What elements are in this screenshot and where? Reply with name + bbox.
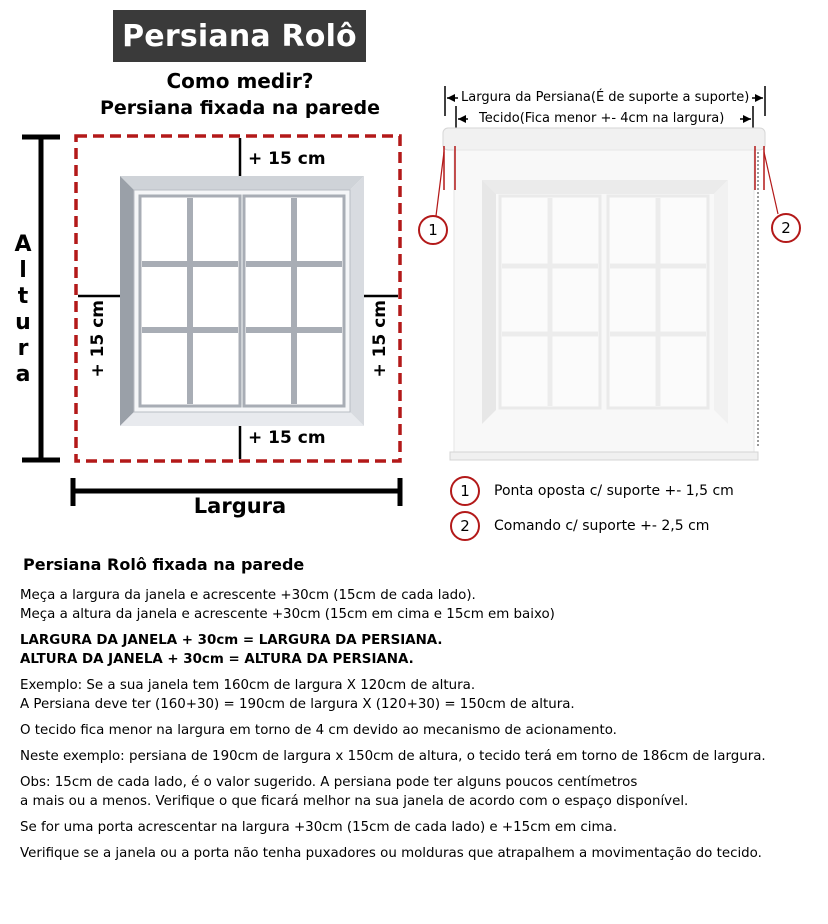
fabric-example-paragraph: Neste exemplo: persiana de 190cm de largura x 150cm de altura, o tecido terá em torno de 186cm de largura. (20, 749, 766, 764)
subtitle: Como medir? (166, 69, 314, 93)
left-margin-label: + 15 cm (88, 300, 108, 378)
subtitle-wall-mounted: Persiana fixada na parede (99, 97, 381, 119)
formula-paragraph: LARGURA DA JANELA + 30cm = LARGURA DA PERSIANA. ALTURA DA JANELA + 30cm = ALTURA DA PERSIANA. (20, 633, 443, 667)
legend-text-2: Comando c/ suporte +- 2,5 cm (494, 518, 710, 534)
legend-marker-1: 1 (450, 476, 480, 506)
obs-paragraph: Obs: 15cm de cada lado, é o valor sugerido. A persiana pode ter alguns poucos centímetros a mais ou a menos. Verifique o que ficará melhor na sua janela de acordo com o espaço disponível. (20, 775, 689, 809)
example-paragraph: Exemplo: Se a sua janela tem 160cm de largura X 120cm de altura. A Persiana deve ter (160+30) = 190cm de largura X (120+30) = 150cm de altura. (20, 678, 575, 712)
legend-text-1: Ponta oposta c/ suporte +- 1,5 cm (494, 483, 734, 499)
roller-tube (443, 128, 765, 150)
top-margin-label: + 15 cm (248, 149, 326, 169)
instruction-paragraph: Meça a largura da janela e acrescente +30cm (15cm de cada lado). Meça a altura da janela e acrescente +30cm (15cm em cima e 15cm em baixo) (20, 588, 555, 622)
callout-line-1 (436, 152, 444, 216)
instructions-title: Persiana Rolô fixada na parede (23, 555, 305, 574)
legend-marker-2: 2 (450, 511, 480, 541)
instructions-section (20, 555, 820, 870)
width-label: Largura (193, 494, 287, 518)
bottom-bar (450, 452, 758, 460)
window-illustration (120, 176, 364, 426)
window-measurement-diagram (0, 0, 420, 530)
marker-2: 2 (771, 213, 801, 243)
fabric-note-paragraph: O tecido fica menor na largura em torno de 4 cm devido ao mecanismo de acionamento. (20, 723, 617, 738)
legend-item-1 (450, 476, 734, 506)
blind-width-label: Largura da Persiana(É de suporte a suporte) (461, 90, 750, 105)
page-title: Persiana Rolô (113, 10, 366, 62)
marker-1: 1 (418, 215, 448, 245)
callout-line-2 (764, 152, 778, 214)
bottom-margin-label: + 15 cm (248, 428, 326, 448)
check-paragraph: Verifique se a janela ou a porta não tenha puxadores ou molduras que atrapalhem a movimentação do tecido. (20, 846, 762, 861)
door-paragraph: Se for uma porta acrescentar na largura +30cm (15cm de cada lado) e +15cm em cima. (20, 820, 617, 835)
height-label: A l t u r a (14, 232, 32, 387)
right-margin-label: + 15 cm (370, 300, 390, 378)
legend-item-2 (450, 511, 709, 541)
fabric-width-label: Tecido(Fica menor +- 4cm na largura) (479, 111, 725, 126)
roller-blind-diagram (410, 80, 828, 480)
